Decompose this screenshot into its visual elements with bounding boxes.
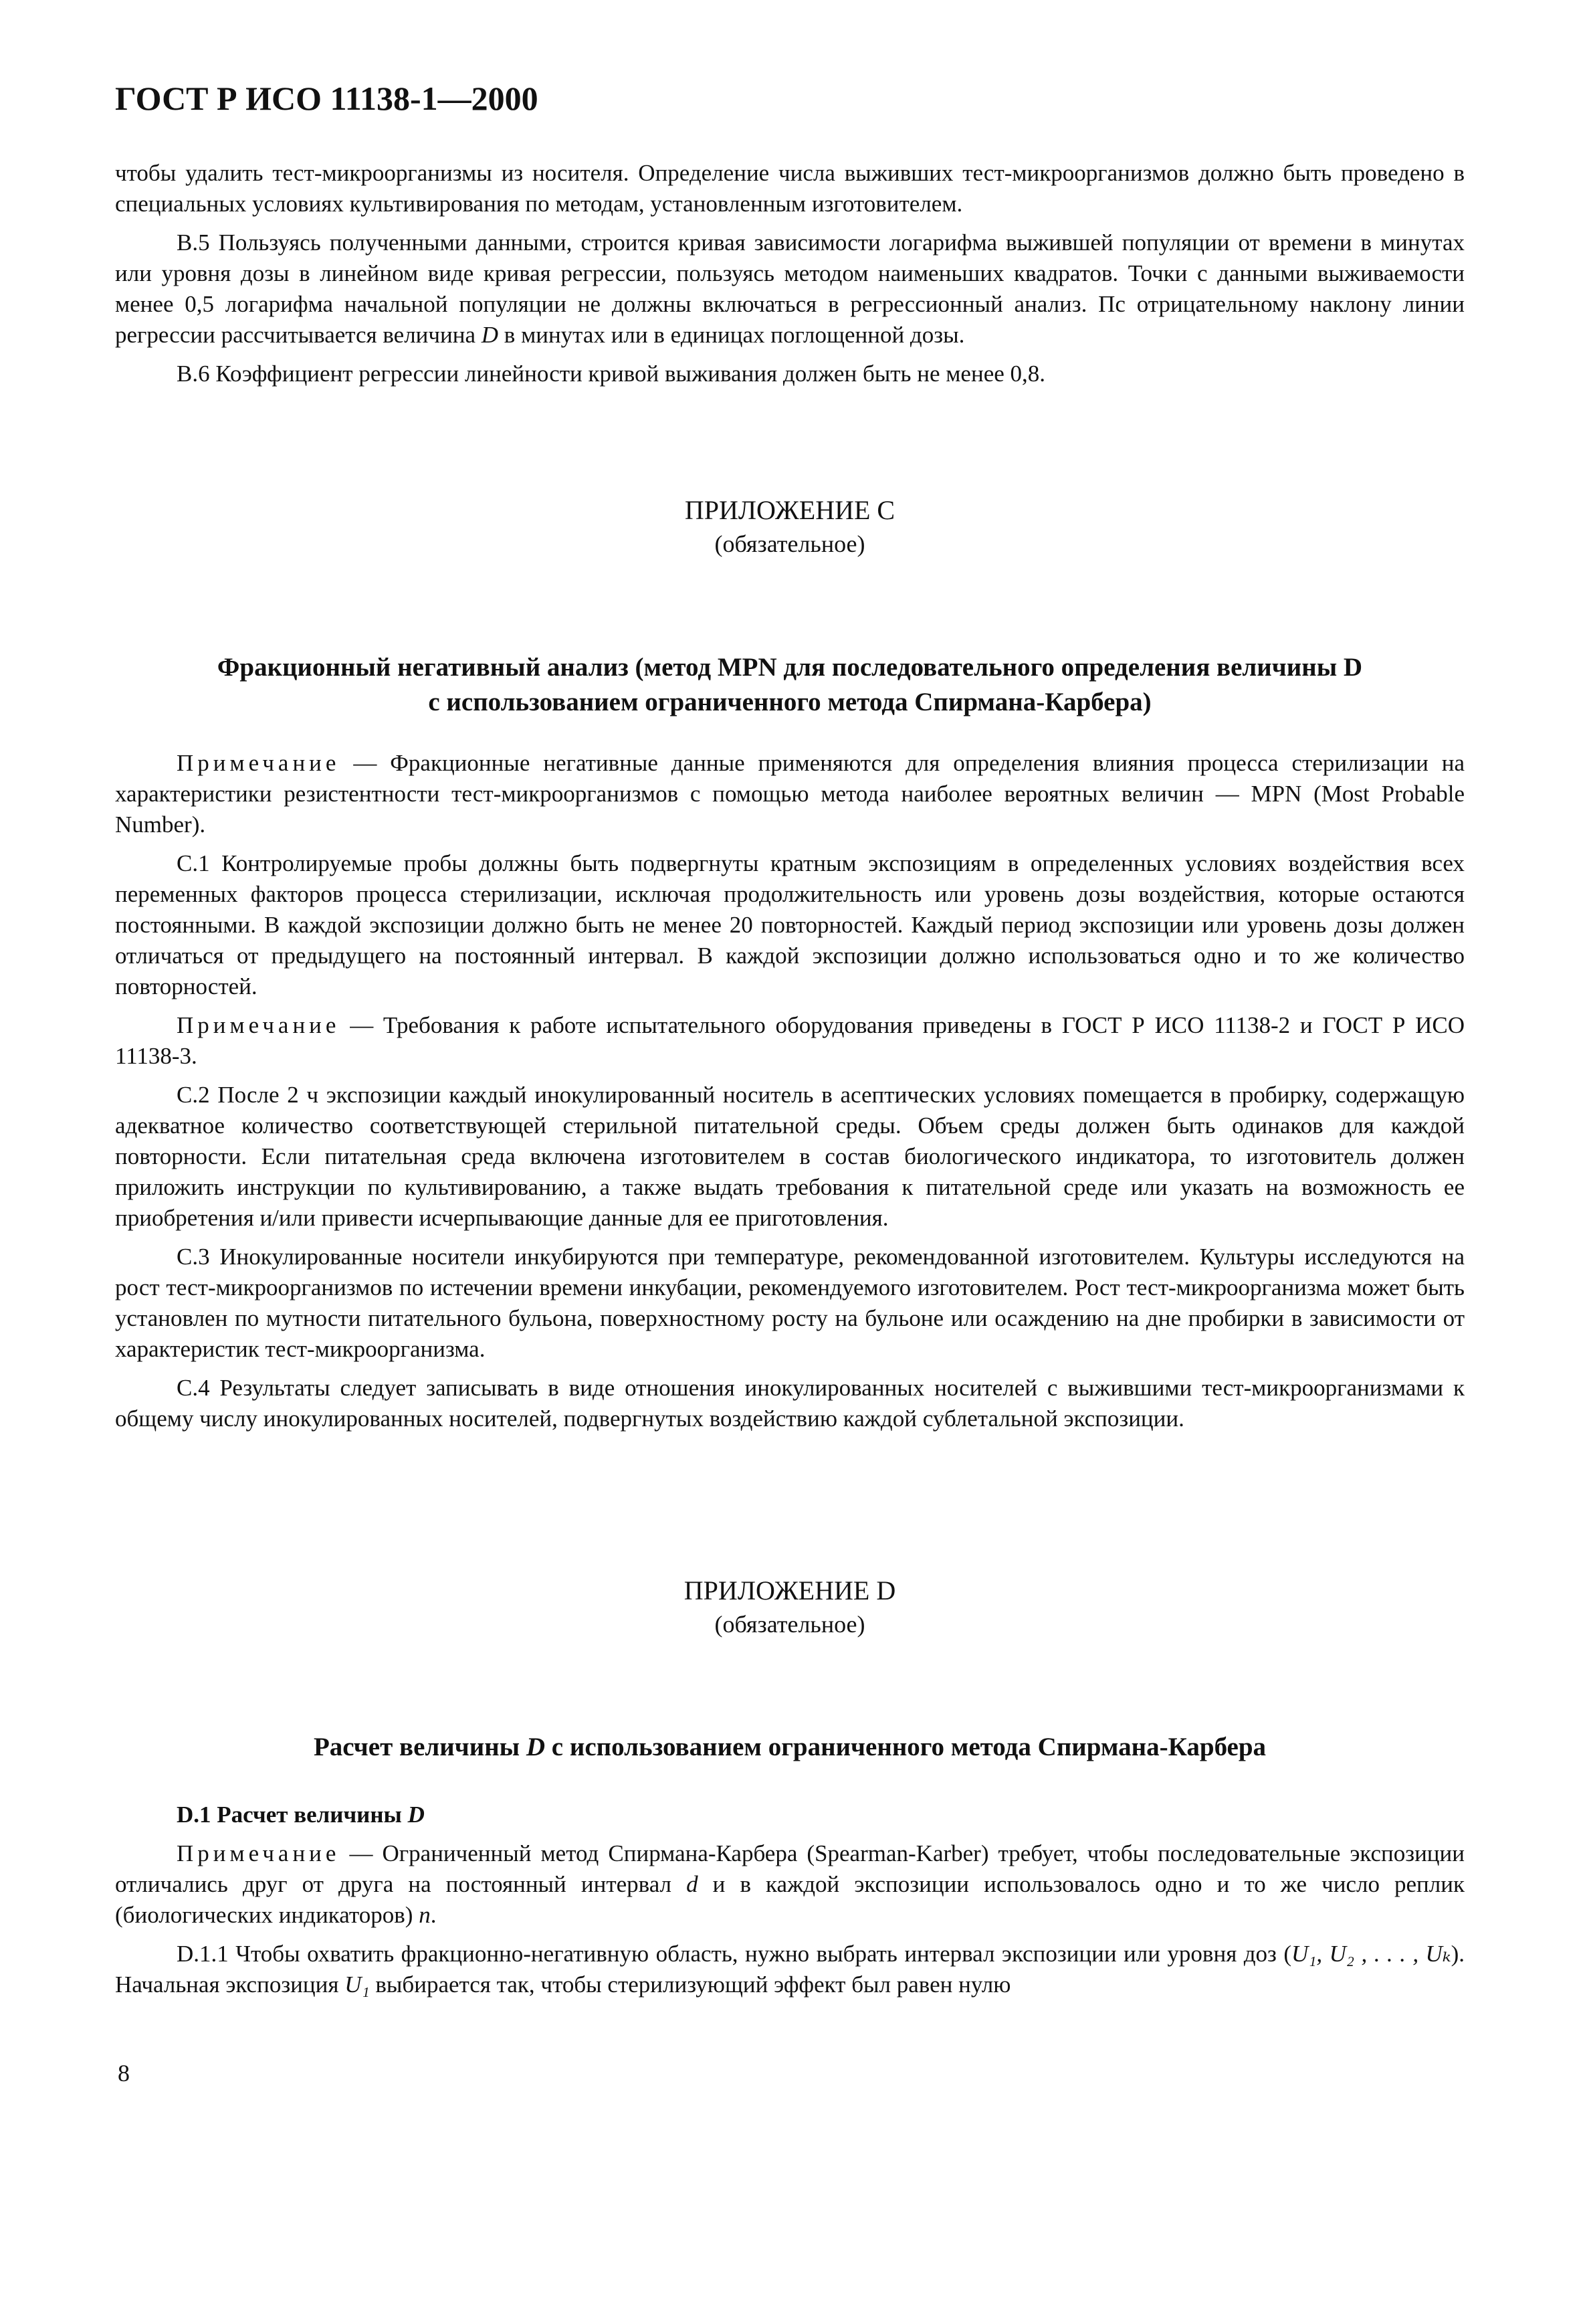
note-text: — Требования к работе испытательного оборудования приведены в ГОСТ Р ИСО 11138-2 и ГОСТ Р ИСО 11138-3. bbox=[115, 1012, 1465, 1069]
note-text-a: — Ограниченный метод Спирмана-Карбера (Spearman-Karber) требует, чтобы последовательные экспозиции отличались друг от друга на постоянный интервал bbox=[115, 1840, 1465, 1897]
annex-d-heading-variable: D bbox=[526, 1733, 546, 1761]
note-text-c: . bbox=[430, 1902, 437, 1928]
paragraph-d11-text-b: ). Начальная экспозиция bbox=[115, 1941, 1465, 1998]
note-text: — Фракционные негативные данные применяются для определения влияния процесса стерилизации на характеристики резистентности тест-микроорганизмов с помощью метода наиболее вероятных величин — MPN (Most Probable Number). bbox=[115, 750, 1465, 838]
note-label: Примечание bbox=[177, 750, 340, 776]
annex-c-status: (обязательное) bbox=[714, 530, 865, 557]
paragraph-c3: С.3 Инокулированные носители инкубируются при температуре, рекомендованной изготовителем. Культуры исследуются на рост тест-микроорганизмов по истечении времени инкубации, рекомендуемого изготовителем. Рост тест-микроорганизма может быть установлен по мутности питательного бульона, поверхностному росту на бульоне или осаждению на дне пробирки в зависимости от характеристик тест-микроорганизма. bbox=[115, 1244, 1465, 1362]
annex-d-heading bbox=[115, 1730, 1465, 1765]
text-block-annex-b-end bbox=[115, 158, 1465, 397]
annex-c-title: ПРИЛОЖЕНИЕ С bbox=[684, 495, 895, 525]
paragraph-c1: С.1 Контролируемые пробы должны быть подвергнуты кратным экспозициям в определенных условиях воздействия всех переменных факторов процесса стерилизации, исключая продолжительность или уровень дозы воздействия, которые остаются постоянными. В каждой экспозиции должно быть не менее 20 повторностей. Каждый период экспозиции или уровень дозы должен отличаться от предыдущего на постоянный интервал. В каждой экспозиции должно использоваться одно и то же количество повторностей. bbox=[115, 850, 1465, 999]
page-number: 8 bbox=[118, 2060, 130, 2087]
text-block-annex-d bbox=[115, 1800, 1465, 2008]
note-label: Примечание bbox=[177, 1840, 340, 1866]
annex-c-heading-line2: с использованием ограниченного метода Спирмана-Карбера) bbox=[428, 688, 1152, 716]
paragraph-b5-text-a: В.5 Пользуясь полученными данными, строится кривая зависимости логарифма выжившей популяции от времени в минутах или уровня дозы в линейном виде кривая регрессии, пользуясь методом наименьших квадратов. Точки с данными выживаемости менее 0,5 логарифма начальной популяции не должны включаться в регрессионный анализ. Пс отрицательному наклону линии регрессии рассчитывается величина bbox=[115, 229, 1465, 348]
paragraph-d11-text-a: D.1.1 Чтобы охватить фракционно-негативную область, нужно выбрать интервал экспозиции или уровня доз ( bbox=[177, 1941, 1291, 1967]
text-block-annex-c bbox=[115, 748, 1465, 1442]
paragraph-b6: В.6 Коэффициент регрессии линейности кривой выживания должен быть не менее 0,8. bbox=[177, 361, 1046, 387]
paragraph-c4: С.4 Результаты следует записывать в виде отношения инокулированных носителей с выжившими тест-микроорганизмами к общему числу инокулированных носителей, подвергнутых воздействию каждой сублетальной экспозиции. bbox=[115, 1375, 1465, 1432]
annex-c-note1 bbox=[115, 748, 1465, 840]
subsection-d1-title bbox=[115, 1800, 1465, 1830]
subsection-d1-text: D.1 Расчет величины bbox=[177, 1802, 408, 1828]
note-text-b: и в каждой экспозиции использовалось одно и то же число реплик (биологических индикаторов) bbox=[115, 1871, 1465, 1928]
annex-d-caption bbox=[115, 1574, 1465, 1641]
annex-d-status: (обязательное) bbox=[714, 1611, 865, 1638]
note-label: Примечание bbox=[177, 1012, 340, 1038]
annex-d-heading-text-a: Расчет величины bbox=[313, 1733, 526, 1761]
paragraph-d11-text-c: выбирается так, чтобы стерилизующий эффект был равен нулю bbox=[369, 1971, 1011, 1998]
subsection-d1-variable: D bbox=[407, 1802, 425, 1828]
annex-c-note2 bbox=[115, 1010, 1465, 1072]
variable-d: D bbox=[481, 322, 499, 348]
paragraph-b5 bbox=[115, 227, 1465, 351]
paragraph-c2: С.2 После 2 ч экспозиции каждый инокулированный носитель в асептических условиях помещается в пробирку, содержащую адекватное количество соответствующей стерильной питательной среды. Объем среды должен быть одинаков для каждой повторности. Если питательная среда включена изготовителем в состав биологического индикатора, то изготовитель должен приложить инструкции по культивированию, а также выдать требования к питательной среде или указать на возможность ее приобретения и/или привести исчерпывающие данные для ее приготовления. bbox=[115, 1082, 1465, 1231]
paragraph-d11 bbox=[115, 1939, 1465, 2000]
annex-d-title: ПРИЛОЖЕНИЕ D bbox=[683, 1575, 896, 1606]
exposure-list: U₁, U₂ , . . . , Uₖ bbox=[1291, 1941, 1451, 1967]
annex-d-note bbox=[115, 1838, 1465, 1931]
annex-c-heading bbox=[115, 650, 1465, 720]
variable-n: n bbox=[419, 1902, 431, 1928]
paragraph-b4-continuation: чтобы удалить тест-микроорганизмы из носителя. Определение числа выживших тест-микроорганизмов должно быть проведено в специальных условиях культивирования по методам, установленным изготовителем. bbox=[115, 160, 1465, 217]
standard-code-header: ГОСТ Р ИСО 11138-1—2000 bbox=[115, 80, 538, 117]
annex-d-heading-text-b: с использованием ограниченного метода Спирмана-Карбера bbox=[545, 1733, 1267, 1761]
variable-u1: U₁ bbox=[344, 1971, 370, 1998]
variable-d-lower: d bbox=[686, 1871, 698, 1897]
annex-c-caption bbox=[115, 494, 1465, 561]
paragraph-b5-text-b: в минутах или в единицах поглощенной дозы. bbox=[498, 322, 965, 348]
annex-c-heading-line1: Фракционный негативный анализ (метод MPN для последовательного определения величины D bbox=[217, 653, 1363, 682]
